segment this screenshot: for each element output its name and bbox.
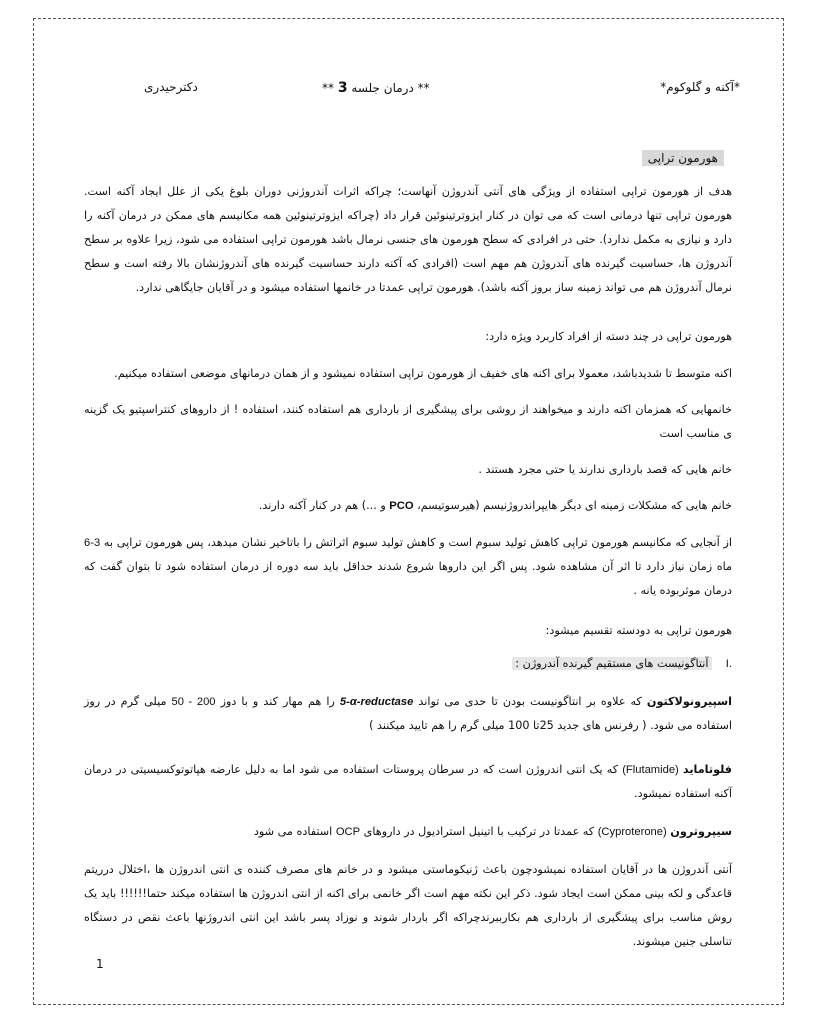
list-number: I. bbox=[725, 658, 732, 670]
paragraph-usage: هورمون تراپی در چند دسته از افراد کاربرد ویژه دارد: bbox=[485, 330, 732, 343]
header-topic: *آکنه و گلوکوم* bbox=[660, 80, 740, 94]
header-session: ** درمان جلسه 3 ** bbox=[322, 80, 430, 96]
paragraph-spironolactone: اسپیرونولاکتون که علاوه بر انتاگونیست بودن تا حدی می تواند 5-α-reductase را هم مهار کند و با دوز 50 - 200 میلی گرم در روز استفاده می شود. ( رفرنس های جدید 25تا 100 میلی گرم را هم تایید میکنند ) bbox=[84, 695, 732, 732]
list-item-label: آنتاگونیست های مستقیم گیرنده آندروژن : bbox=[512, 657, 711, 670]
drug-name: سیپروترون bbox=[670, 825, 732, 838]
paragraph-no-pregnancy: خانم هایی که قصد بارداری ندارند یا حتی مجرد هستند . bbox=[478, 463, 732, 476]
drug-name: اسپیرونولاکتون bbox=[646, 695, 732, 708]
list-item bbox=[84, 652, 732, 676]
section-title: هورمون تراپی bbox=[642, 150, 724, 166]
paragraph-intro: هدف از هورمون تراپی استفاده از ویژگی های آنتی آندروژن آنهاست؛ چراکه اثرات آندروژنی دوران بلوغ یکی از علل ایجاد آکنه است. هورمون تراپی تنها درمانی است که می توان در کنار ایزوترتینوئین قرار داد (چراکه ایزوترتینوئین همه مکانیسم های ممکن در درمان آکنه را دارد و نیازی به مکمل ندارد). حتی در افرادی که سطح هورمون های جنسی نرمال باشد هورمون تراپی استفاده می شود، زیرا علاوه بر سطح آندروژن ها، حساسیت گیرنده های آندروژن هم مهم است (افرادی که آکنه دارند حساسیت گیرنده های آندروژنشان بالا رفته است و سطح نرمال آندروژن هم می تواند زمینه ساز بروز آکنه باشد). هورمون تراپی عمدتا در خانمها استفاده میشود و در آقایان جایگاهی ندارد. bbox=[84, 185, 732, 294]
paragraph-antiandrogen-note: آنتی آندروژن ها در آقایان استفاده نمیشودچون باعث ژنیکوماستی میشود و در خانم های مصرف کننده ی انتی اندروژن ها ،اختلال درریتم قاعدگی و لکه بینی ممکن است ایجاد شود. ذکر این نکته مهم است اگر خانمی برای اکنه از انتی اندروژن ها استفاده میکند حتما!!!!!! باید یک روش مناسب برای پیشگیری از بارداری هم بکارببرندچراکه اگر باردار شوند و نوزاد پسر باشد این انتی اندروژنها باعث نقص در دستگاه تناسلی جنین میشوند. bbox=[84, 863, 732, 948]
paragraph-hyperandrogenism: خانم هایی که مشکلات زمینه ای دیگر هایپراندروژنیسم (هیرسوتیسم، PCO و ...) هم در کنار آکنه دارند. bbox=[258, 499, 732, 512]
paragraph-cyproterone: سیپروترون (Cyproterone) که عمدتا در ترکیب با اتینیل استرادیول در داروهای OCP استفاده می شود bbox=[253, 825, 732, 838]
paragraph-contraceptive: خانمهایی که همزمان اکنه دارند و میخواهند از روشی برای پیشگیری از بارداری هم استفاده کنند، استفاده ! از داروهای کنتراسپتیو یک گزینه ی مناسب است bbox=[84, 403, 732, 440]
paragraph-severity: اکنه متوسط تا شدیدباشد، معمولا برای اکنه های خفیف از هورمون تراپی استفاده نمیشود و از همان درمانهای موضعی استفاده میکنیم. bbox=[114, 367, 732, 380]
paragraph-mechanism: از آنجایی که مکانیسم هورمون تراپی کاهش تولید سبوم است و کاهش تولید سبوم اثراتش را باتاخیر نشان میدهد، پس هورمون تراپی به 6-3 ماه زمان نیاز دارد تا اثر آن مشاهده شود. پس اگر این داروها شروع شدند حداقل باید سه دوره از درمان استفاده شود تا بتوان گفت که درمان موثربوده یانه . bbox=[84, 536, 732, 597]
drug-name: فلوتاماید bbox=[682, 763, 732, 776]
paragraph-categories: هورمون تراپی به دودسته تقسیم میشود: bbox=[545, 624, 732, 637]
paragraph-flutamide: فلوتاماید (Flutamide) که یک انتی اندروژن است که در سرطان پروستات استفاده می شود اما به دلیل عارضه هپاتوتوکسیسیتی در درمان آکنه استفاده نمیشود. bbox=[84, 763, 732, 800]
header-author: دکترحیدری bbox=[144, 80, 198, 94]
page-header bbox=[60, 80, 740, 98]
page-number: 1 bbox=[96, 957, 104, 971]
